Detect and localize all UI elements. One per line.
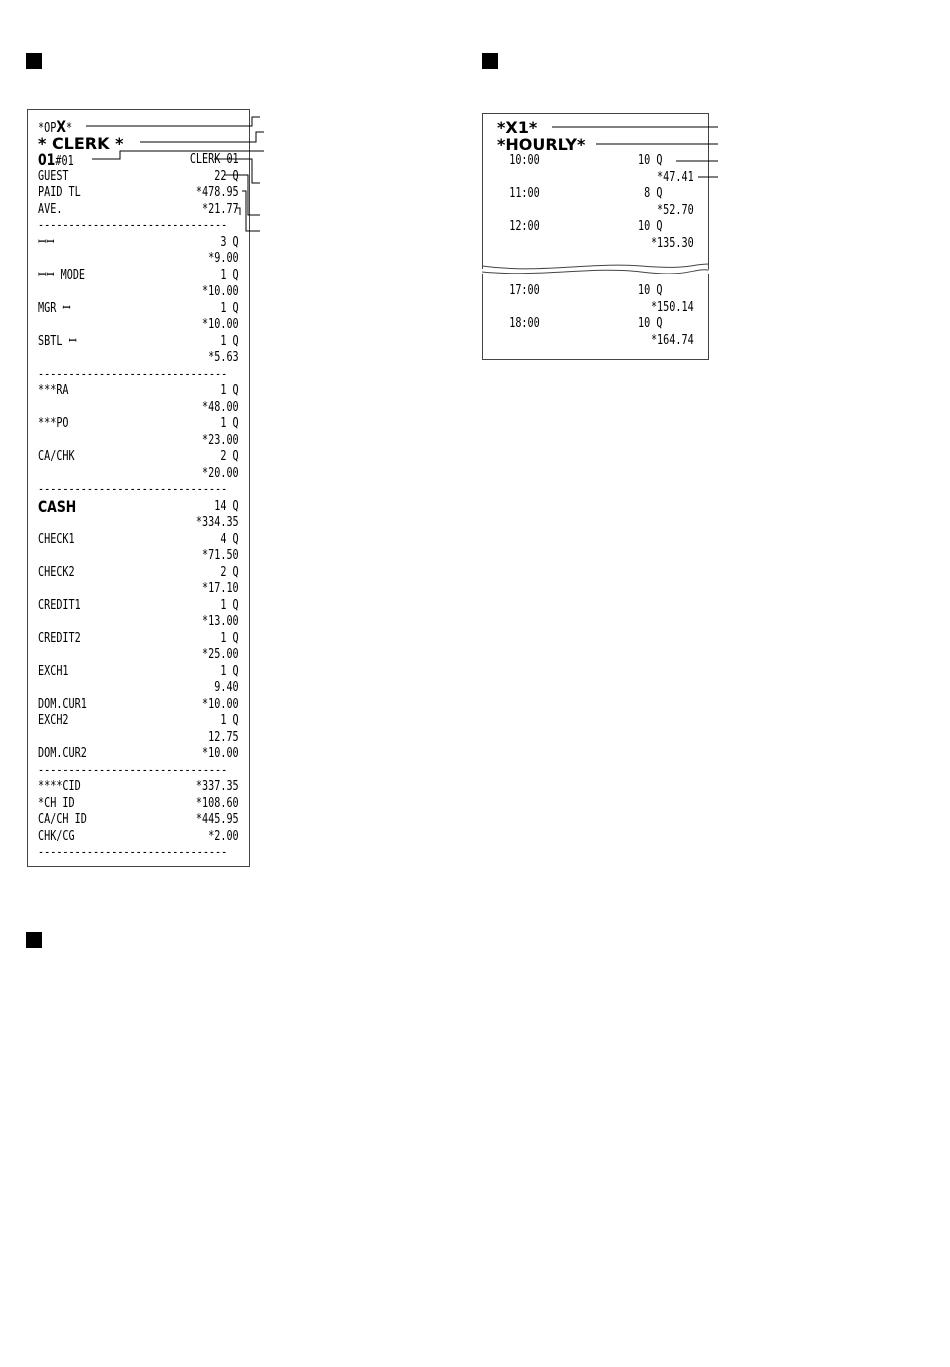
hour-row-late-1-value: 10 Q xyxy=(638,316,663,331)
domestic-row-1 xyxy=(38,746,239,763)
hour-amount-late-1-value: *164.74 xyxy=(650,332,694,348)
adjustment-row-1-value: 1 Q xyxy=(220,267,239,283)
exchange-row-0-label: EXCH1 xyxy=(38,663,69,679)
exchange-amount-1-value: 12.75 xyxy=(208,729,239,745)
adjustment-row-2-value: 1 Q xyxy=(220,300,239,316)
report-title-x: X xyxy=(56,117,66,136)
media-row-3 xyxy=(38,598,239,615)
media-amount-4 xyxy=(38,647,239,664)
hour-amount-1-value: *52.70 xyxy=(657,202,694,218)
drawer-row-0-value: *337.35 xyxy=(195,779,239,794)
exchange-amount-0-value: 9.40 xyxy=(214,680,239,695)
hour-row-2-label: 12:00 xyxy=(497,219,540,234)
transaction-row-1-value: 1 Q xyxy=(220,416,239,431)
drawer-row-2 xyxy=(38,812,239,829)
adjustment-amount-3-value: *5.63 xyxy=(208,350,239,365)
hour-row-1-value: 8 Q xyxy=(644,186,663,201)
adjustment-row-3-value: 1 Q xyxy=(220,333,239,349)
transaction-amount-1 xyxy=(38,433,239,450)
section-marker-3 xyxy=(26,932,42,948)
drawer-row-3-label: CHK/CG xyxy=(38,828,75,844)
hour-amount-0-value: *47.41 xyxy=(657,169,694,185)
clerk-header-label: * CLERK * xyxy=(38,133,124,153)
clerk-code-number: 01 xyxy=(38,150,56,169)
divider-label: ------------------------------- xyxy=(38,366,228,382)
hour-row-2-value: 10 Q xyxy=(638,219,663,234)
hour-row-late-0-value: 10 Q xyxy=(638,283,663,298)
summary-row-1-label: PAID TL xyxy=(38,185,81,200)
media-row-1 xyxy=(38,532,239,549)
transaction-amount-1-value: *23.00 xyxy=(202,432,239,448)
domestic-row-0-value: *10.00 xyxy=(202,696,239,712)
domestic-row-1-label: DOM.CUR2 xyxy=(38,746,87,761)
exchange-row-0 xyxy=(38,664,239,681)
domestic-row-0 xyxy=(38,697,239,714)
hour-row-late-1-label: 18:00 xyxy=(497,316,540,331)
exchange-row-1 xyxy=(38,713,239,730)
divider-label: ------------------------------- xyxy=(38,845,228,860)
callout-leader-lines xyxy=(0,0,950,400)
clerk-name: CLERK 01 xyxy=(189,152,239,167)
domestic-row-0-label: DOM.CUR1 xyxy=(38,696,87,712)
media-amount-0-value: *334.35 xyxy=(195,515,239,530)
hour-amount-late-0-value: *150.14 xyxy=(650,299,694,315)
summary-row-2-label: AVE. xyxy=(38,201,63,217)
transaction-amount-2 xyxy=(38,466,239,483)
media-amount-2-value: *17.10 xyxy=(202,581,239,596)
transaction-amount-0 xyxy=(38,400,239,417)
media-row-4 xyxy=(38,631,239,648)
summary-row-0-label: GUEST xyxy=(38,168,69,184)
exchange-amount-0 xyxy=(38,680,239,697)
exchange-row-0-value: 1 Q xyxy=(220,663,239,679)
exchange-amount-1 xyxy=(38,730,239,747)
media-row-1-label: CHECK1 xyxy=(38,531,75,547)
media-amount-3-value: *13.00 xyxy=(202,614,239,629)
transaction-row-0-value: 1 Q xyxy=(220,383,239,398)
transaction-row-1 xyxy=(38,416,239,433)
media-amount-0 xyxy=(38,515,239,532)
adjustment-row-2-label: MGR ꟷ xyxy=(38,300,71,316)
media-amount-1-value: *71.50 xyxy=(202,548,239,563)
drawer-row-3-value: *2.00 xyxy=(208,828,239,844)
media-row-3-value: 1 Q xyxy=(220,597,239,613)
adjustment-amount-1-value: *10.00 xyxy=(202,284,239,299)
summary-row-0-value: 22 Q xyxy=(214,168,239,184)
adjustment-row-3-label: SBTL ꟷ xyxy=(38,333,77,349)
clerk-number: #01 xyxy=(55,154,74,169)
report-title-text: *OPX* xyxy=(38,117,73,136)
divider xyxy=(38,763,239,780)
hour-row-0-value: 10 Q xyxy=(638,153,663,168)
divider-label: ------------------------------- xyxy=(38,762,228,778)
adjustment-amount-0-value: *9.00 xyxy=(208,251,239,266)
drawer-row-1-value: *108.60 xyxy=(195,795,239,811)
divider-label: ------------------------------- xyxy=(38,218,228,233)
media-amount-1 xyxy=(38,548,239,565)
media-row-0-label: CASH xyxy=(38,496,77,516)
adjustment-row-1-label: ꟷꟷ MODE xyxy=(38,267,86,283)
transaction-row-2-value: 2 Q xyxy=(220,449,239,464)
media-row-0 xyxy=(38,496,239,516)
hour-row-late-0-label: 17:00 xyxy=(497,283,540,298)
media-row-0-value: 14 Q xyxy=(214,498,239,514)
divider xyxy=(38,845,239,862)
transaction-row-1-label: ***PO xyxy=(38,416,69,431)
divider-label: ------------------------------- xyxy=(38,482,228,497)
exchange-row-1-value: 1 Q xyxy=(220,713,239,728)
hourly-header-label: *HOURLY* xyxy=(497,134,586,154)
media-row-4-label: CREDIT2 xyxy=(38,630,81,646)
transaction-amount-0-value: *48.00 xyxy=(202,399,239,415)
media-row-3-label: CREDIT1 xyxy=(38,597,81,613)
transaction-row-2 xyxy=(38,449,239,466)
drawer-row-1-label: *CH ID xyxy=(38,795,75,811)
hourly-title-label: *X1* xyxy=(497,118,538,137)
hour-row-0-label: 10:00 xyxy=(497,153,540,168)
media-row-2-label: CHECK2 xyxy=(38,564,75,580)
drawer-row-3 xyxy=(38,829,239,846)
drawer-row-2-value: *445.95 xyxy=(195,812,239,827)
summary-row-2-value: *21.77 xyxy=(202,201,239,217)
adjustment-row-0-value: 3 Q xyxy=(220,234,239,250)
transaction-amount-2-value: *20.00 xyxy=(202,465,239,481)
domestic-row-1-value: *10.00 xyxy=(202,746,239,761)
drawer-row-2-label: CA/CH ID xyxy=(38,812,87,827)
media-row-2-value: 2 Q xyxy=(220,564,239,580)
hour-amount-2-value: *135.30 xyxy=(650,235,694,251)
media-row-2 xyxy=(38,565,239,582)
media-row-4-value: 1 Q xyxy=(220,630,239,646)
hour-row-1-label: 11:00 xyxy=(497,186,540,201)
adjustment-amount-2-value: *10.00 xyxy=(202,317,239,332)
drawer-row-0-label: ****CID xyxy=(38,779,81,794)
media-amount-2 xyxy=(38,581,239,598)
media-amount-3 xyxy=(38,614,239,631)
media-row-1-value: 4 Q xyxy=(220,531,239,547)
exchange-row-1-label: EXCH2 xyxy=(38,713,69,728)
transaction-row-0-label: ***RA xyxy=(38,383,69,398)
media-amount-4-value: *25.00 xyxy=(202,647,239,662)
drawer-row-0 xyxy=(38,779,239,796)
adjustment-row-0-label: ꟷꟷ xyxy=(38,234,55,250)
drawer-row-1 xyxy=(38,796,239,813)
summary-row-1-value: *478.95 xyxy=(195,185,239,200)
transaction-row-2-label: CA/CHK xyxy=(38,449,75,464)
